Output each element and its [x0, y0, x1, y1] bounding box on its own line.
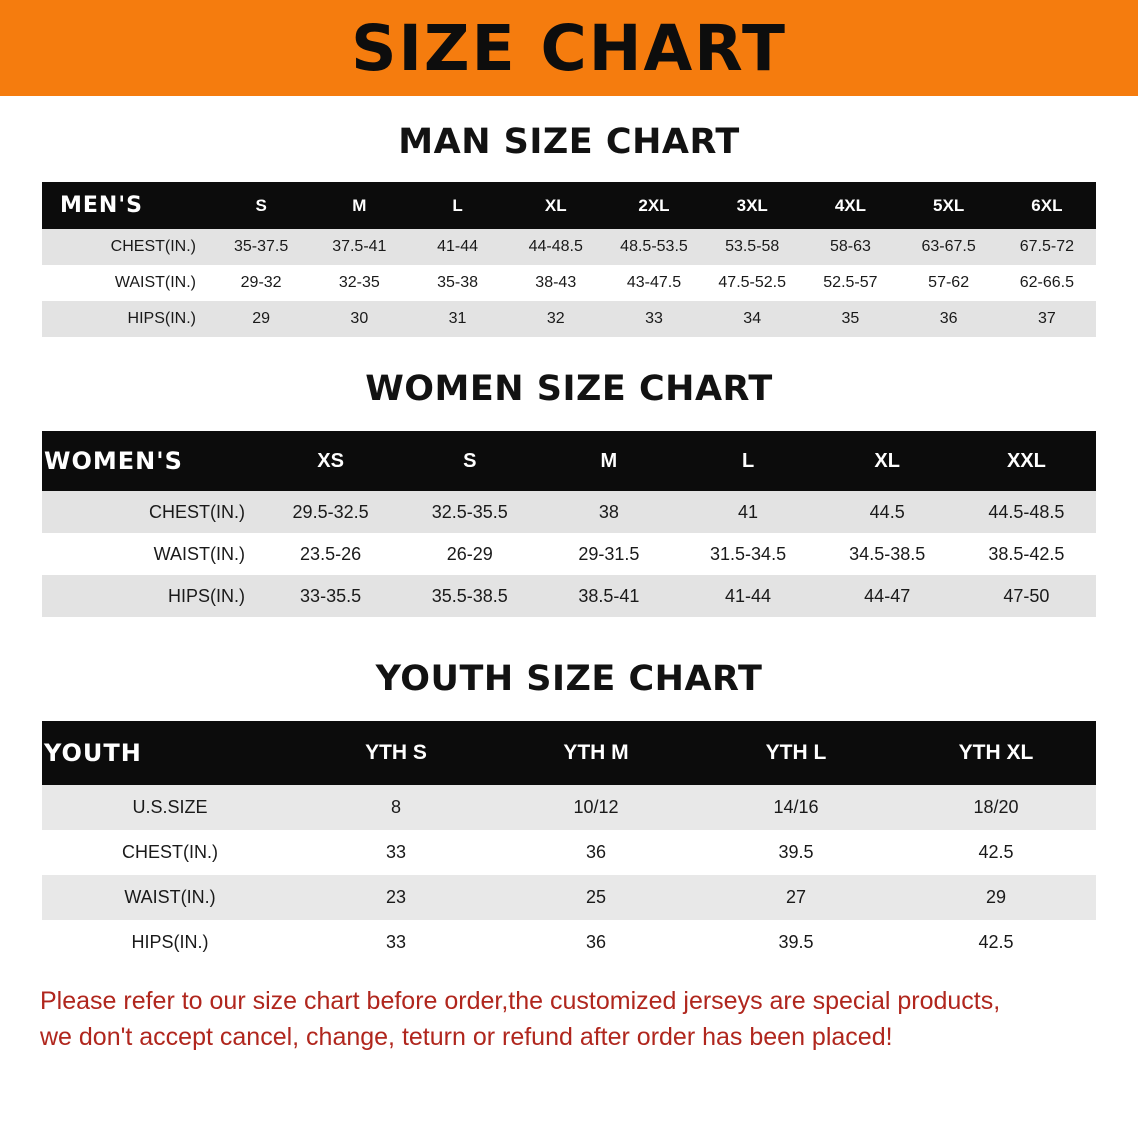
youth-chest-l: 39.5 [778, 842, 814, 862]
men-header-4xl: 4XL [834, 195, 867, 215]
youth-header-xl: YTH XL [958, 741, 1034, 764]
women-header-m: M [600, 449, 618, 472]
men-size-table [42, 182, 1096, 337]
women-hips-s: 35.5-38.5 [431, 585, 508, 606]
men-chest-m: 37.5-41 [332, 238, 387, 255]
women-header-xxl: XXL [1006, 449, 1046, 472]
youth-chest-xl: 42.5 [978, 842, 1014, 862]
youth-chest-m: 36 [585, 842, 607, 862]
men-hips-6xl: 37 [1037, 310, 1056, 327]
women-row-label-chest: CHEST(IN.) [149, 501, 245, 522]
men-table-head [42, 182, 1096, 229]
youth-ussize-l: 14/16 [773, 797, 819, 817]
table-row [42, 229, 1096, 265]
women-waist-s: 26-29 [446, 543, 493, 564]
women-table-wrapper [42, 431, 1096, 617]
women-hips-xxl: 47-50 [1003, 585, 1050, 606]
men-hips-xl: 32 [546, 310, 565, 327]
youth-header-label: YOUTH [44, 739, 142, 767]
table-row [42, 875, 1096, 920]
women-row-label-waist: WAIST(IN.) [153, 543, 245, 564]
disclaimer-note [40, 983, 1098, 1056]
men-waist-m: 32-35 [338, 274, 380, 291]
men-chest-2xl: 48.5-53.5 [620, 238, 688, 255]
men-chest-xl: 44-48.5 [528, 238, 583, 255]
women-chest-m: 38 [598, 501, 619, 522]
youth-ussize-m: 10/12 [573, 797, 619, 817]
men-waist-3xl: 47.5-52.5 [718, 274, 786, 291]
men-chest-l: 41-44 [437, 238, 478, 255]
men-header-l: L [452, 195, 463, 215]
men-row-label-waist: WAIST(IN.) [114, 274, 196, 291]
youth-row-label-ussize: U.S.SIZE [132, 797, 208, 817]
youth-row-label-hips: HIPS(IN.) [131, 932, 209, 952]
youth-header-l: YTH L [765, 741, 827, 764]
men-row-label-chest: CHEST(IN.) [110, 238, 196, 255]
men-table-body [42, 229, 1096, 337]
youth-table-wrapper [42, 721, 1096, 965]
women-header-xl: XL [874, 449, 900, 472]
youth-size-table [42, 721, 1096, 965]
men-waist-6xl: 62-66.5 [1019, 274, 1074, 291]
women-header-label: WOMEN'S [44, 447, 183, 475]
women-header-l: L [741, 449, 755, 472]
men-row-label-hips: HIPS(IN.) [127, 310, 196, 327]
table-row [42, 491, 1096, 533]
youth-waist-xl: 29 [985, 887, 1007, 907]
youth-table-body [42, 785, 1096, 965]
disclaimer-line-1: Please refer to our size chart before order,the customized jerseys are special products, [40, 987, 1001, 1015]
youth-hips-xl: 42.5 [978, 932, 1014, 952]
women-waist-xs: 23.5-26 [300, 543, 362, 564]
youth-waist-s: 23 [385, 887, 407, 907]
page-banner [0, 0, 1138, 96]
women-hips-xs: 33-35.5 [300, 585, 362, 606]
youth-hips-s: 33 [385, 932, 407, 952]
women-hips-l: 41-44 [725, 585, 772, 606]
men-header-2xl: 2XL [638, 195, 670, 215]
table-row [42, 830, 1096, 875]
women-header-s: S [463, 449, 477, 472]
men-chest-5xl: 63-67.5 [921, 238, 976, 255]
youth-header-m: YTH M [563, 741, 629, 764]
table-header-row [42, 721, 1096, 785]
table-row [42, 575, 1096, 617]
men-hips-2xl: 33 [645, 310, 663, 327]
men-hips-l: 31 [448, 310, 467, 327]
disclaimer-line-2: we don't accept cancel, change, teturn or refund after order has been placed! [40, 1023, 893, 1052]
women-waist-xl: 34.5-38.5 [849, 543, 926, 564]
table-row [42, 533, 1096, 575]
table-header-row [42, 182, 1096, 229]
men-hips-3xl: 34 [743, 310, 762, 327]
youth-row-label-waist: WAIST(IN.) [124, 887, 216, 907]
women-waist-xxl: 38.5-42.5 [988, 543, 1065, 564]
youth-waist-l: 27 [785, 887, 807, 907]
men-waist-s: 29-32 [240, 274, 282, 291]
men-header-xl: XL [544, 195, 567, 215]
men-hips-s: 29 [252, 310, 270, 327]
women-section-title: WOMEN SIZE CHART [365, 369, 773, 409]
men-chest-6xl: 67.5-72 [1019, 238, 1074, 255]
men-waist-xl: 38-43 [535, 274, 577, 291]
youth-ussize-xl: 18/20 [973, 797, 1019, 817]
men-hips-5xl: 36 [939, 310, 958, 327]
men-waist-l: 35-38 [437, 274, 478, 291]
women-hips-m: 38.5-41 [578, 585, 640, 606]
youth-header-s: YTH S [365, 741, 427, 764]
women-hips-xl: 44-47 [864, 585, 911, 606]
table-row [42, 785, 1096, 830]
men-header-3xl: 3XL [736, 195, 768, 215]
men-chest-s: 35-37.5 [233, 238, 289, 255]
youth-hips-m: 36 [585, 932, 607, 952]
table-row [42, 301, 1096, 337]
women-chest-xxl: 44.5-48.5 [988, 501, 1065, 522]
youth-chest-s: 33 [385, 842, 407, 862]
men-header-s: S [255, 195, 267, 215]
women-chest-xl: 44.5 [869, 501, 905, 522]
men-hips-m: 30 [350, 310, 369, 327]
women-waist-l: 31.5-34.5 [710, 543, 787, 564]
page-title: SIZE CHART [351, 11, 787, 85]
table-header-row [42, 431, 1096, 491]
men-header-5xl: 5XL [933, 195, 965, 215]
women-waist-m: 29-31.5 [578, 543, 640, 564]
men-chest-4xl: 58-63 [829, 238, 871, 255]
table-row [42, 265, 1096, 301]
men-header-m: M [352, 195, 367, 215]
youth-hips-l: 39.5 [778, 932, 814, 952]
women-chest-s: 32.5-35.5 [431, 501, 508, 522]
men-waist-5xl: 57-62 [928, 274, 970, 291]
youth-table-head [42, 721, 1096, 785]
women-table-body [42, 491, 1096, 617]
women-size-table [42, 431, 1096, 617]
women-row-label-hips: HIPS(IN.) [167, 585, 245, 606]
men-waist-4xl: 52.5-57 [823, 274, 878, 291]
women-header-xs: XS [317, 449, 344, 472]
table-row [42, 920, 1096, 965]
youth-section-title: YOUTH SIZE CHART [375, 659, 763, 699]
men-header-label: MEN'S [60, 193, 143, 218]
youth-waist-m: 25 [585, 887, 607, 907]
men-waist-2xl: 43-47.5 [626, 274, 682, 291]
women-table-head [42, 431, 1096, 491]
women-chest-xs: 29.5-32.5 [292, 501, 369, 522]
men-header-6xl: 6XL [1031, 195, 1063, 215]
man-table-wrapper [42, 182, 1096, 337]
men-hips-4xl: 35 [841, 310, 860, 327]
women-chest-l: 41 [738, 501, 759, 522]
men-chest-3xl: 53.5-58 [725, 238, 780, 255]
youth-ussize-s: 8 [390, 797, 401, 817]
man-section-title: MAN SIZE CHART [398, 122, 740, 162]
youth-row-label-chest: CHEST(IN.) [122, 842, 218, 862]
